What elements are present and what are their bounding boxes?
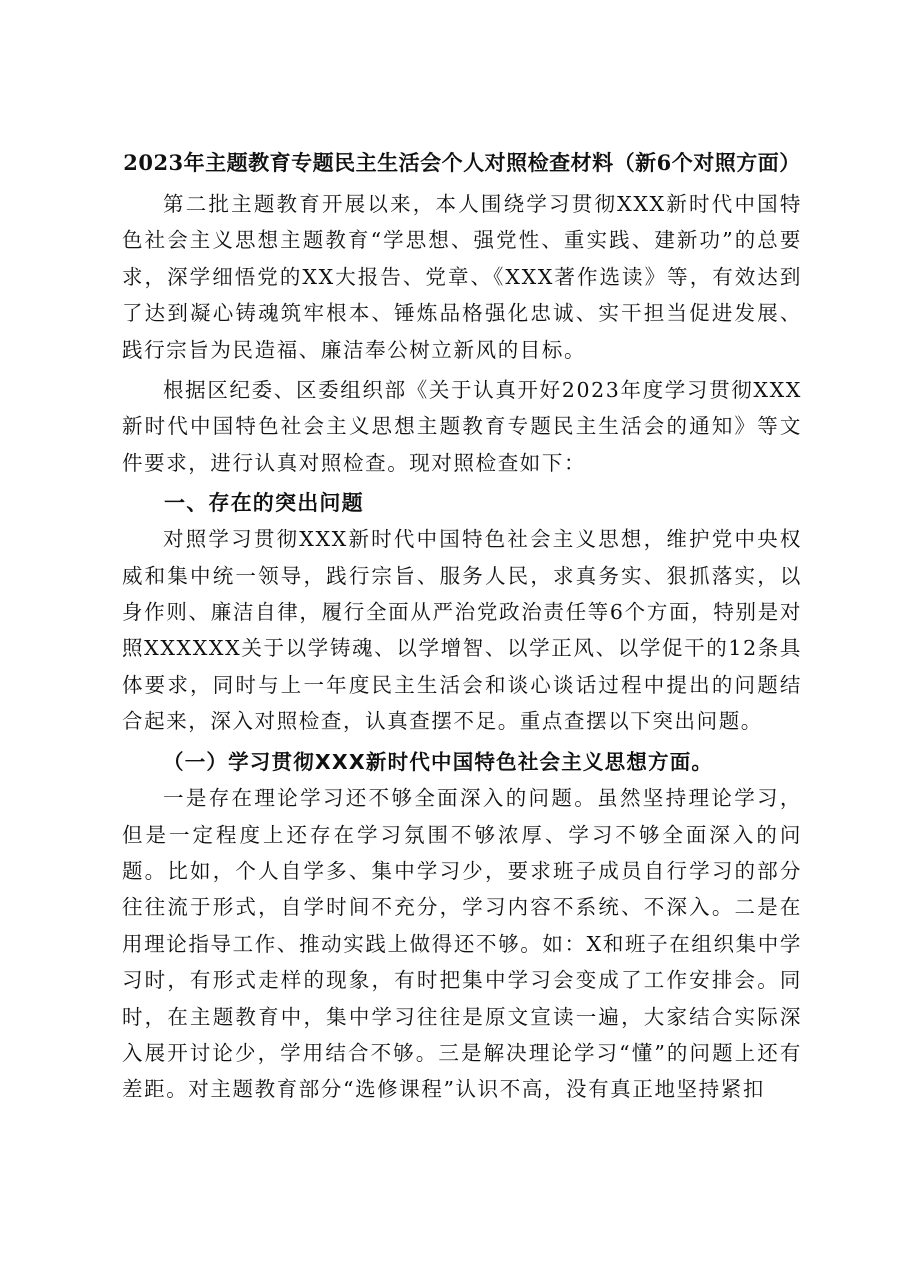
document-page xyxy=(122,148,802,1112)
subsection-heading-theory-study: （一）学习贯彻XXX新时代中国特色社会主义思想方面。 xyxy=(163,749,714,774)
intro-paragraph: 第二批主题教育开展以来，本人围绕学习贯彻XXX新时代中国特色社会主义思想主题教育“学思想、强党性、重实践、建新功”的总要求，深学细悟党的XX大报告、党章、《XXX著作选读》等，有效达到了达到凝心铸魂筑牢根本、锤炼品格强化忠诚、实干担当促进发展、践行宗旨为民造福、廉洁奉公树立新风的目标。 xyxy=(122,192,802,362)
section-heading-problems: 一、存在的突出问题 xyxy=(164,491,364,516)
theory-study-paragraph: 一是存在理论学习还不够全面深入的问题。虽然坚持理论学习，但是一定程度上还存在学习氛围不够浓厚、学习不够全面深入的问题。比如，个人自学多、集中学习少，要求班子成员自行学习的部分往往流于形式，自学时间不充分，学习内容不系统、不深入。二是在用理论指导工作、推动实践上做得还不够。如：X和班子在组织集中学习时，有形式走样的现象，有时把集中学习会变成了工作安排会。同时，在主题教育中，集中学习往往是原文宣读一遍，大家结合实际深入展开讨论少，学用结合不够。三是解决理论学习“懂”的问题上还有差距。对主题教育部分“选修课程”认识不高，没有真正地坚持紧扣 xyxy=(122,786,802,1102)
document-title: 2023年主题教育专题民主生活会个人对照检查材料（新6个对照方面） xyxy=(123,150,801,175)
basis-paragraph: 根据区纪委、区委组织部《关于认真开好2023年度学习贯彻XXX新时代中国特色社会主义思想主题教育专题民主生活会的通知》等文件要求，进行认真对照检查。现对照检查如下： xyxy=(122,378,802,475)
problems-overview-paragraph: 对照学习贯彻XXX新时代中国特色社会主义思想，维护党中央权威和集中统一领导，践行宗旨、服务人民，求真务实、狠抓落实，以身作则、廉洁自律，履行全面从严治党政治责任等6个方面，特别是对照XXXXXX关于以学铸魂、以学增智、以学正风、以学促干的12条具体要求，同时与上一年度民主生活会和谈心谈话过程中提出的问题结合起来，深入对照检查，认真查摆不足。重点查摆以下突出问题。 xyxy=(122,527,802,734)
